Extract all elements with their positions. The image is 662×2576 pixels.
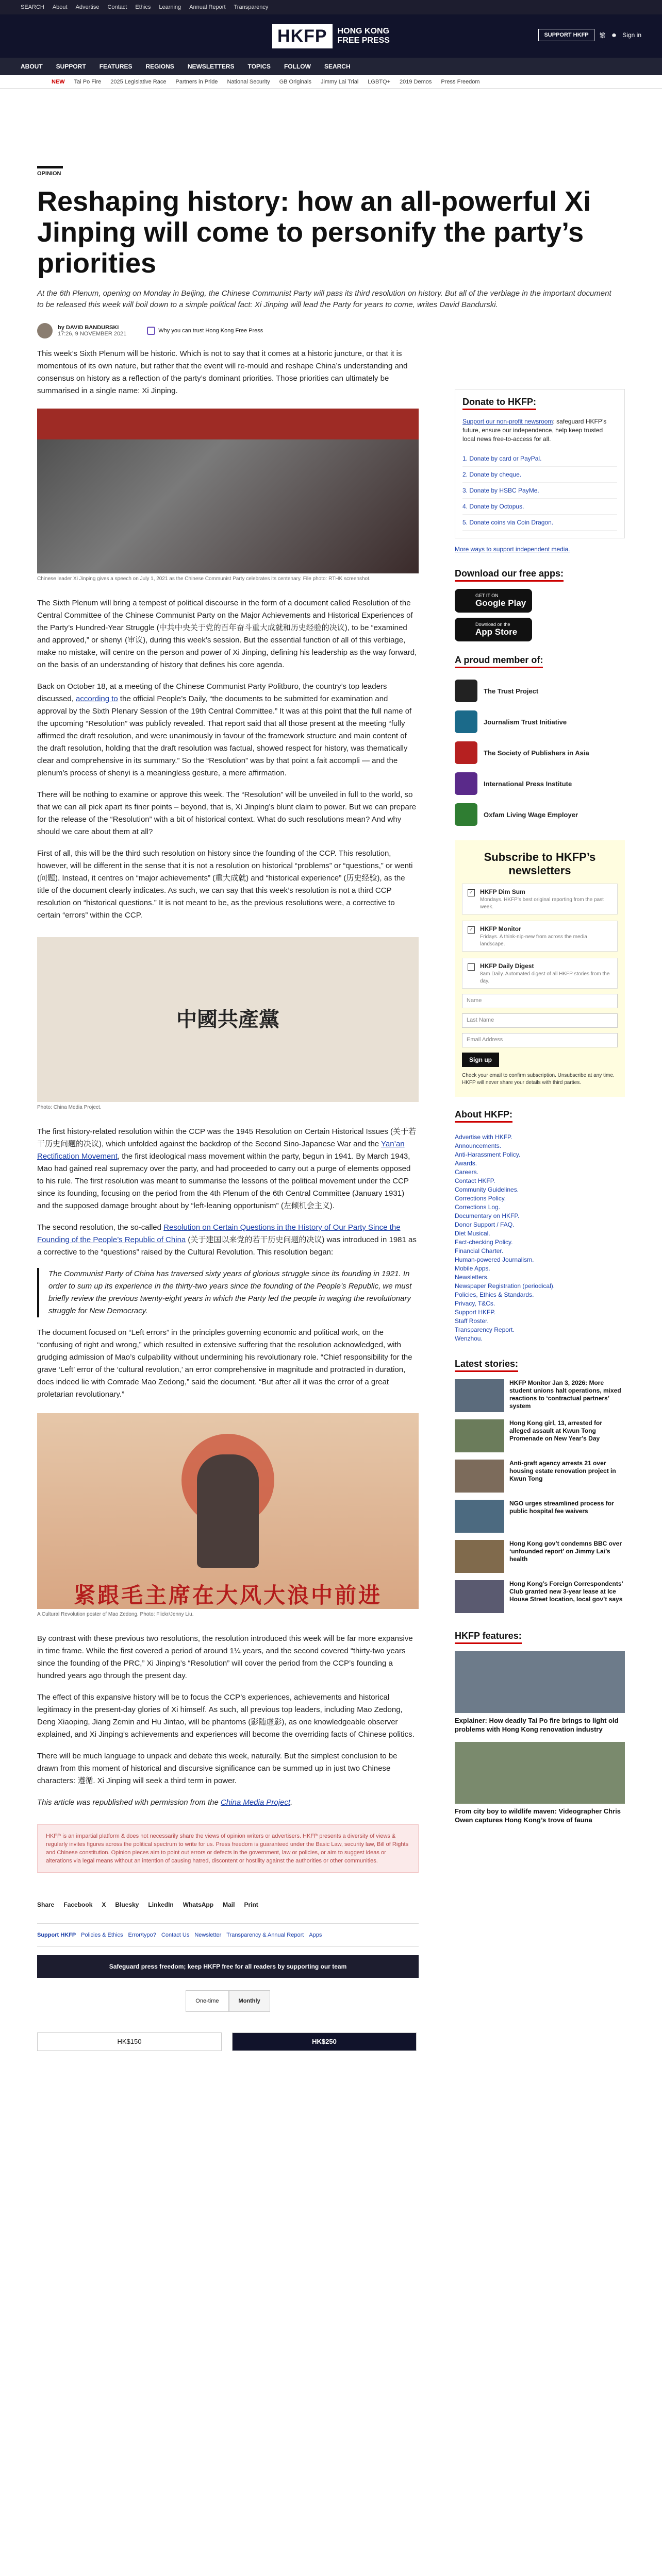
donation-frequency-toggle <box>37 1990 419 2012</box>
latest-story[interactable]: Anti-graft agency arrests 21 over housing estate renovation project in Kwun Tong <box>455 1460 625 1493</box>
according-to-link[interactable]: according to <box>76 694 118 703</box>
author-avatar <box>37 323 53 338</box>
byline <box>37 323 625 338</box>
about-links <box>455 1133 625 1343</box>
apps-heading: Download our free apps: <box>455 568 564 582</box>
photo-caption: Photo: China Media Project. <box>37 1105 102 1110</box>
about-link[interactable]: Staff Roster. <box>455 1317 489 1325</box>
logo-mark: HKFP <box>272 24 333 48</box>
payment-option[interactable]: 5. Donate coins via Coin Dragon. <box>462 519 554 526</box>
contact-link[interactable]: Contact <box>107 4 127 10</box>
latest-story[interactable]: HKFP Monitor Jan 3, 2026: More student unions halt operations, mixed reactions to ‘contractual partners’ system <box>455 1379 625 1412</box>
about-link[interactable]: Documentary on HKFP. <box>455 1212 520 1219</box>
footer-link[interactable]: Transparency & Annual Report <box>226 1932 304 1938</box>
nav-features[interactable]: FEATURES <box>99 63 133 70</box>
share-whatsapp[interactable]: WhatsApp <box>183 1901 214 1908</box>
amount-option-selected[interactable]: HK$250 <box>232 2032 417 2051</box>
paragraph: The document focused on “Left errors” in the principles governing economic and political work, on the “confusing of right and wrong,” which resulted in extensive suffering that the resolution acknowledged, with grudging admission of Mao’s culpability without undermining his revolutionary role. “Chief responsibility for the grave ‘Left’ error of the ‘cultural revolution,’ an error comprehensive in magnitude and protracted in duration, does indeed lie with Comrade Mao Zedong,” said the document. “But after all it was the error of a great proletarian revolutionary.” <box>37 1328 412 1399</box>
ethics-link[interactable]: Ethics <box>135 4 151 10</box>
new-label: NEW <box>52 78 65 85</box>
donate-box: Donate to HKFP: Support our non-profit newsroom: safeguard HKFP’s future, ensure our independence, help keep trusted local news free-to-access for all. 1. Donate by card or PayPal. 2. Donate by cheque. 3. Donate by HSBC PayMe. 4. Donate by Octopus. 5. Donate coins via Coin Dragon. <box>455 389 625 538</box>
trending-item[interactable]: 2025 Legislative Race <box>110 78 167 85</box>
about-link[interactable]: Donor Support / FAQ. <box>455 1221 515 1228</box>
one-time-option[interactable]: One-time <box>186 1990 228 2012</box>
trust-label: Why you can trust Hong Kong Free Press <box>158 328 263 334</box>
footer-link[interactable]: Policies & Ethics <box>81 1932 123 1938</box>
checkbox[interactable]: ✓ <box>468 926 475 934</box>
hkfp-logo[interactable] <box>272 24 390 48</box>
article-kicker[interactable]: OPINION <box>37 166 63 177</box>
trending-item[interactable]: Jimmy Lai Trial <box>320 78 359 85</box>
about-link[interactable]: Corrections Log. <box>455 1204 501 1211</box>
sidebar <box>455 348 625 2051</box>
logo-line-1: HONG KONG <box>337 27 390 36</box>
more-ways-link[interactable]: More ways to support independent media. <box>455 546 570 553</box>
share-mail[interactable]: Mail <box>223 1901 235 1908</box>
about-link[interactable]: Advertise with HKFP. <box>455 1133 512 1141</box>
subscribe-note: Check your email to confirm subscription. Unsubscribe at any time. HKFP will never share your details with third parties. <box>462 1073 615 1086</box>
about-link[interactable]: Mobile Apps. <box>455 1265 490 1272</box>
article-wrapper <box>37 166 625 2051</box>
yanan-rectification-link[interactable]: Yan’an Rectification Movement <box>37 1140 405 1161</box>
latest-story[interactable]: Hong Kong girl, 13, arrested for alleged assault at Kwun Tong Promenade on New Year’s Day <box>455 1419 625 1452</box>
sign-up-button[interactable]: Sign up <box>462 1053 499 1067</box>
trending-bar <box>0 75 662 89</box>
payment-option[interactable]: 2. Donate by cheque. <box>462 471 522 478</box>
nav-search[interactable]: SEARCH <box>324 63 351 70</box>
paragraph: There will be nothing to examine or approve this week. The “Resolution” will be unveiled in full to the world, so that we can all pick apart its finer points – beyond, that is, Xi Jinping’s blunt claim to power. But we can prepare for the release of the “Resolution” with a bit of historical context. What do such resolutions mean? And why should we care about them at all? <box>37 790 417 836</box>
about-link[interactable]: Transparency Report. <box>455 1326 515 1333</box>
about-link[interactable]: Announcements. <box>455 1142 502 1149</box>
checkbox[interactable]: ✓ <box>468 889 475 896</box>
trust-link[interactable] <box>147 327 263 335</box>
member-logo[interactable]: Journalism Trust Initiative <box>455 706 625 737</box>
payment-option[interactable]: 4. Donate by Octopus. <box>462 503 524 510</box>
trending-item[interactable]: GB Originals <box>279 78 311 85</box>
photo-caption: A Cultural Revolution poster of Mao Zedong. Photo: Flickr/Jenny Liu. <box>37 1612 194 1617</box>
trust-icon <box>147 327 155 335</box>
member-logo[interactable]: The Trust Project <box>455 675 625 706</box>
language-switch[interactable]: 繁 <box>599 31 606 39</box>
ccp-photo <box>37 937 419 1102</box>
nav-support[interactable]: SUPPORT <box>56 63 86 70</box>
paragraph: The Sixth Plenum will bring a tempest of political discourse in the form of a document called Resolution of the Central Committee of the Chinese Communist Party on the Major Achievements and Historical Experiences of the Party’s Hundred-Year Struggle (中共中央关于党的百年奋斗重大成就和历史经验的决议), to be “examined and approved,” or shenyi (审议), during this week’s session. But the essential function of all of this verbiage, make no mistake, will centre on the person and power of Xi Jinping, defining his leadership as the way forward, on the basis of an understanding of history that defines his core agenda. <box>37 599 417 669</box>
latest-story[interactable]: NGO urges streamlined process for public hospital fee waivers <box>455 1500 625 1533</box>
paragraph: The effect of this expansive history will be to focus the CCP’s experiences, achievements and historical legitimacy in the present-day glories of Xi himself. As such, all previous top leaders, including Mao Zedong, Deng Xiaoping, Jiang Zemin and Hu Jintao, will be phantoms (影随虚影), as one knowledgeable observer explained, and Xi Jinping’s achievements and experiences will become the overriding facts of Chinese politics. <box>37 1693 415 1739</box>
share-facebook[interactable]: Facebook <box>63 1901 93 1908</box>
payment-methods <box>462 451 617 531</box>
advertise-link[interactable]: Advertise <box>75 4 100 10</box>
paragraph: By contrast with these previous two resolutions, the resolution introduced this week will be far more expansive in time frame. While the first covered a period of around 1¼ years, and the second covered “thirty-two years since the founding of the PRC,” Xi Jinping’s “Resolution” will cover the period from the CCP’s founding a hundred years ago through the present day. <box>37 1634 413 1680</box>
user-icon[interactable]: ☻ <box>610 31 618 39</box>
masthead <box>0 14 662 58</box>
about-link[interactable]: Corrections Policy. <box>455 1195 506 1202</box>
photo-text: 中國共產黨 <box>176 1008 279 1031</box>
last-name-input[interactable]: Last Name <box>462 1013 618 1028</box>
support-newsroom-link[interactable]: Support our non-profit newsroom <box>462 418 553 425</box>
about-link[interactable]: Anti-Harassment Policy. <box>455 1151 521 1158</box>
newsletter-option[interactable]: ✓ HKFP Dim Sum Mondays. HKFP’s best original reporting from the past week. <box>462 884 618 914</box>
about-link[interactable]: Careers. <box>455 1168 479 1176</box>
latest-story[interactable]: Hong Kong’s Foreign Correspondents’ Club granted new 3-year lease at Ice House Street location, local gov’t says <box>455 1580 625 1613</box>
about-link[interactable]: Awards. <box>455 1160 477 1167</box>
trending-item[interactable]: 2019 Demos <box>400 78 432 85</box>
about-link[interactable]: Newsletters. <box>455 1274 489 1281</box>
features-heading: HKFP features: <box>455 1631 522 1644</box>
newsletter-heading: Subscribe to HKFP’s newsletters <box>484 851 596 877</box>
amount-option[interactable]: HK$150 <box>37 2032 222 2051</box>
about-link[interactable]: Diet Musical. <box>455 1230 490 1237</box>
article-footer-links <box>37 1923 419 1947</box>
newsletter-option[interactable]: ✓ HKFP Monitor Fridays. A think-nip-new from across the media landscape. <box>462 921 618 952</box>
article-standfirst: At the 6th Plenum, opening on Monday in Beijing, the Chinese Communist Party will pass its third resolution on history. But all of the verbiage in the important document to be released this week will boil down to a simple political fact: Xi Jinping will lead the Party for years to come, writes David Bandurski. <box>37 289 611 309</box>
support-banner[interactable]: Safeguard press freedom; keep HKFP free for all readers by supporting our team <box>37 1955 419 1978</box>
about-link[interactable]: About <box>52 4 68 10</box>
article-body: This week’s Sixth Plenum will be historic. Which is not to say that it comes at a historic juncture, or that it is momentous of its own nature, but rather that the event will re-mould and reshape China’s understanding and consensus on history as a reflection of the party’s dominant priorities. Those priorities can ultimately be summarised in a single name: Xi Jinping. Chinese leader Xi Jinping gives a speech on July 1, 2021 as the Chinese Communist Party celebrates its centenary. File photo: RTHK screenshot. The Sixth Plenum will bring a tempest of political discourse in the form of a document called Resolution of the Central Committee of the Chinese Communist Party on the Major Achievements and Historical Experiences of the Party’s Hundred-Year Struggle (中共中央关于党的百年奋斗重大成就和历史经验的决议), to be “examined and approved,” or shenyi (审议), during this week’s session. But the essential function of all of this verbiage, make no mistake, will centre on the person and power of Xi Jinping, defining his leadership as the way forward, on the basis of an understanding of history that defines his core agenda. Back on October 18, at a meeting of the Chinese Communist Party Politburo, the country’s top leaders discussed, according to the official People’s Daily, “the documents to be submitted for examination and approval by the Sixth Plenary Session of the 19th Central Committee.” It was at this point that the full name of the upcoming “Resolution” was publicly revealed. That report said that all those present at the meeting “fully affirmed the draft resolution, and were unanimously in favour of the framework structure and main content of the draft resolution, holding that the draft resolution was factual, showed respect for history, was thematically clear and comprehensive in its summary.” So the “Resolution” was by that point a fait accompli — and the plenum’s process of shenyi is a meaningless gesture, a mere affirmation. There will be nothing to examine or approve this week. The “Resolution” will be unveiled in full to the world, so that we can all pick apart its finer points – beyond, that is, Xi Jinping’s blunt claim to power. But we can prepare for the release of the “Resolution” with a bit of historical context. What do such resolutions mean? And why should we care about them at all? First of all, this will be the third such resolution on history since the founding of the CCP. This resolution, however, will be different in the sense that it is not a resolution on historical “problems” or “questions,” or wenti (问题). Instead, it centres on “major achievements” (重大成就) and “historical experience” (历史经验), as the title of the document clearly indicates. As such, we can say that this week’s resolution is not a third CCP resolution on “historical questions.” It is not meant to be, as the previous resolutions were, a corrective to certain “errors” within the CCP. 中國共產黨 Photo: China Media Project. The first history-related resolution within the CCP was the 1945 Resolution on Certain Historical Issues (关于若干历史问题的决议), which unfolded against the backdrop of the Second Sino-Japanese War and the Yan’an Rectification Movement, the first ideological mass movement within the party, begun in 1941. By March 1943, Mao had gained real supremacy over the party, and had proceeded to carry out a purge of elements opposed to his rule. The first resolution was meant to summarise the lessons of the political movement under the CCP since its founding, focusing on the period from the 4th Plenum of the 6th Central Committee (January 1931) and the supposed damage brought about by “left-leaning opportunism” (左倾机会主义). The second resolution, the so-called Resolution on Certain Questions in the History of Our Party Since the Founding of the People’s Republic of China (关于建国以来党的若干历史问题的决议) was introduced in 1981 as a corrective to the “questions” raised by the Cultural Revolution. This resolution began: The Communist Party of China has traversed sixty years of glorious struggle since its founding in 1921. In order to sum up its experience in the thirty-two years since the founding of the People’s Republic, we must briefly review the previous twenty-eight years in which the Party led the people in waging the revolutionary struggle for New Democracy. The document focused on “Left errors” in the principles governing economic and political work, on the “confusing of right and wrong,” which resulted in extensive suffering that the resolution acknowledged, with grudging admission of Mao’s culpability without undermining his revolutionary role. “Chief responsibility for the grave ‘Left’ error of the ‘cultural revolution,’ an error comprehensive in magnitude and protracted in duration, does indeed lie with Comrade Mao Zedong,” said the document. “But after all it was the error of a great proletarian revolutionary.” 紧跟毛主席在大风大浪中前进 A Cultural Revolution poster of Mao Zedong. Photo: Flickr/Jenny Liu. By contrast with these previous two resolutions, the resolution introduced this week will be far more expansive in time frame. While the first covered a period of around 1¼ years, and the second covered “thirty-two years since the founding of the PRC,” Xi Jinping’s “Resolution” will cover the period from the CCP’s founding a hundred years ago through the present day. The effect of this expansive history will be to focus the CCP’s experiences, achievements and historical legitimacy in the present-day glories of Xi himself. As such, all previous top leaders, including Mao Zedong, Deng Xiaoping, Jiang Zemin and Hu Jintao, will be phantoms (影随虚影), as one knowledgeable observer explained, and Xi Jinping’s achievements and experiences will become the overriding facts of Chinese politics. There will be much language to unpack and debate this week, naturally. But the simplest conclusion to be drawn from this moment of historical and discursive significance can be summed up in just two Chinese characters: 遵循. Xi Jinping will seek a third term in power. This article was republished with permission from the China Media Project. HKFP is an impartial platform & does not necessarily share the views of opinion writers or advertisers. HKFP presents a diversity of views & regularly invites figures across the political spectrum to write for us. Press freedom is guaranteed under the Basic Law, security law, Bill of Rights and Chinese constitution. Opinion pieces aim to point out errors or defects in the government, law or policies, or aim to suggest ideas or alterations via legal means without an intention of causing hatred, discontent or hostility against the authorities or other communities. Share Facebook X Bluesky LinkedIn WhatsApp Mail Print Support HKFP Policies & Ethics Error/typo? Contact Us Newsletter Transparency & Annual Report Apps Safeguard press freedom; keep HKFP free for all readers by supporting our team One-time Monthly HK$150 HK$250 <box>37 348 419 2051</box>
paragraph: First of all, this will be the third such resolution on history since the founding of the CCP. This resolution, however, will be different in the sense that it is not a resolution on historical “problems” or “questions,” or wenti (问题). Instead, it centres on “major achievements” (重大成就) and “historical experience” (历史经验), as the title of the document clearly indicates. As such, we can say that this week’s resolution is not a third CCP resolution on “historical questions.” It is not meant to be, as the previous resolutions were, a corrective to certain “errors” within the CCP. <box>37 849 413 920</box>
paragraph: There will be much language to unpack and debate this week, naturally. But the simplest conclusion to be drawn from this moment of historical and discursive significance can be summed up in just two Chinese characters: 遵循. Xi Jinping will seek a third term in power. <box>37 1752 398 1785</box>
payment-option[interactable]: 3. Donate by HSBC PayMe. <box>462 487 539 494</box>
donate-heading: Donate to HKFP: <box>462 397 536 410</box>
nav-newsletters[interactable]: NEWSLETTERS <box>187 63 235 70</box>
footer-link[interactable]: Newsletter <box>194 1932 222 1938</box>
monthly-option[interactable]: Monthly <box>229 1990 270 2012</box>
about-heading: About HKFP: <box>455 1109 512 1123</box>
search-link[interactable]: SEARCH <box>21 4 44 10</box>
trending-item[interactable]: Press Freedom <box>441 78 480 85</box>
footer-link[interactable]: Apps <box>309 1932 322 1938</box>
trending-item[interactable]: Tai Po Fire <box>74 78 102 85</box>
share-print[interactable]: Print <box>244 1901 258 1908</box>
transparency-link[interactable]: Transparency <box>234 4 269 10</box>
name-input[interactable]: Name <box>462 994 618 1008</box>
nav-about[interactable]: ABOUT <box>21 63 43 70</box>
member-logo[interactable]: Oxfam Living Wage Employer <box>455 799 625 830</box>
about-link[interactable]: Contact HKFP. <box>455 1177 495 1184</box>
email-input[interactable]: Email Address <box>462 1033 618 1047</box>
about-link[interactable]: Community Guidelines. <box>455 1186 519 1193</box>
support-hkfp-button[interactable]: SUPPORT HKFP <box>538 29 594 41</box>
nav-follow[interactable]: FOLLOW <box>284 63 311 70</box>
top-utility-bar <box>0 0 662 14</box>
poster-slogan: 紧跟毛主席在大风大浪中前进 <box>73 1583 382 1607</box>
latest-story[interactable]: Hong Kong gov’t condemns BBC over ‘unfounded report’ on Jimmy Lai’s health <box>455 1540 625 1573</box>
member-logo[interactable]: International Press Institute <box>455 768 625 799</box>
paragraph: This week’s Sixth Plenum will be historic. Which is not to say that it comes at a historic juncture, or that it is momentous of its own nature, but rather that the event will re-mould and reshape China’s understanding and consensus on history as a reflection of the party’s dominant priorities. Those priorities can ultimately be summarised in a single name: Xi Jinping. <box>37 349 408 395</box>
about-link[interactable]: Newspaper Registration (periodical). <box>455 1282 555 1290</box>
share-bluesky[interactable]: Bluesky <box>115 1901 139 1908</box>
blockquote: The Communist Party of China has traversed sixty years of glorious struggle since its founding in 1921. In order to sum up its experience in the thirty-two years since the founding of the People’s Republic, we must briefly review the previous twenty-eight years in which the Party led the people in waging the revolutionary struggle for New Democracy. <box>37 1268 419 1317</box>
xi-speech-photo <box>37 409 419 573</box>
about-link[interactable]: Privacy, T&Cs. <box>455 1300 495 1307</box>
nav-topics[interactable]: TOPICS <box>247 63 271 70</box>
about-link[interactable]: Wenzhou. <box>455 1335 483 1342</box>
nav-regions[interactable]: REGIONS <box>145 63 174 70</box>
mao-poster-image <box>37 1413 419 1609</box>
checkbox[interactable] <box>468 963 475 971</box>
about-link[interactable]: Policies, Ethics & Standards. <box>455 1291 534 1298</box>
photo-caption: Chinese leader Xi Jinping gives a speech on July 1, 2021 as the Chinese Communist Party celebrates its centenary. File photo: RTHK screenshot. <box>37 576 371 582</box>
trending-item[interactable]: National Security <box>227 78 270 85</box>
sign-in-link[interactable]: Sign in <box>622 31 641 39</box>
opinion-disclaimer: HKFP is an impartial platform & does not necessarily share the views of opinion writers or advertisers. HKFP presents a diversity of views & regularly invites figures across the political spectrum to write for us. Press freedom is guaranteed under the Basic Law, security law, Bill of Rights and Chinese constitution. Opinion pieces aim to point out errors or defects in the government, law or policies, or aim to suggest ideas or alterations via legal means without an intention of causing hatred, discontent or hostility against the authorities or other communities. <box>37 1824 419 1873</box>
learning-link[interactable]: Learning <box>159 4 181 10</box>
about-link[interactable]: Human-powered Journalism. <box>455 1256 534 1263</box>
members-heading: A proud member of: <box>455 655 543 668</box>
footer-link[interactable]: Contact Us <box>161 1932 190 1938</box>
annual-report-link[interactable]: Annual Report <box>189 4 226 10</box>
latest-heading: Latest stories: <box>455 1359 518 1372</box>
resolution-1981-link[interactable]: Resolution on Certain Questions in the History of Our Party Since the Founding of the People’s Republic of China <box>37 1223 401 1244</box>
share-label: Share <box>37 1901 55 1908</box>
footer-link[interactable]: Error/typo? <box>128 1932 156 1938</box>
feature-story[interactable]: From city boy to wildlife maven: Videographer Chris Owen captures Hong Kong’s trove of fauna <box>455 1742 625 1824</box>
newsletter-option[interactable]: HKFP Daily Digest 8am Daily. Automated digest of all HKFP stories from the day. <box>462 958 618 989</box>
payment-option[interactable]: 1. Donate by card or PayPal. <box>462 455 542 462</box>
feature-story[interactable]: Explainer: How deadly Tai Po fire brings to light old problems with Hong Kong renovation industry <box>455 1651 625 1734</box>
china-media-project-link[interactable]: China Media Project <box>220 1798 291 1807</box>
about-link[interactable]: Financial Charter. <box>455 1247 504 1255</box>
share-linkedin[interactable]: LinkedIn <box>148 1901 174 1908</box>
article-date: 17:26, 9 NOVEMBER 2021 <box>58 331 127 337</box>
about-link[interactable]: Fact-checking Policy. <box>455 1239 513 1246</box>
donation-amounts <box>37 2032 419 2051</box>
main-nav <box>0 58 662 75</box>
member-logo[interactable]: The Society of Publishers in Asia <box>455 737 625 768</box>
app-store-badge[interactable]: Download on the App Store <box>455 618 532 641</box>
logo-line-2: FREE PRESS <box>337 36 390 45</box>
google-play-badge[interactable]: GET IT ON Google Play <box>455 589 532 613</box>
share-x[interactable]: X <box>102 1901 106 1908</box>
article-title: Reshaping history: how an all-powerful Xi Jinping will come to personify the party’s priorities <box>37 186 591 279</box>
trending-item[interactable]: Partners in Pride <box>175 78 218 85</box>
trending-item[interactable]: LGBTQ+ <box>368 78 391 85</box>
about-link[interactable]: Support HKFP. <box>455 1309 496 1316</box>
author-name[interactable]: by DAVID BANDURSKI <box>58 325 119 331</box>
share-bar <box>37 1899 419 1916</box>
footer-link[interactable]: Support HKFP <box>37 1932 76 1938</box>
newsletter-signup <box>455 840 625 1097</box>
